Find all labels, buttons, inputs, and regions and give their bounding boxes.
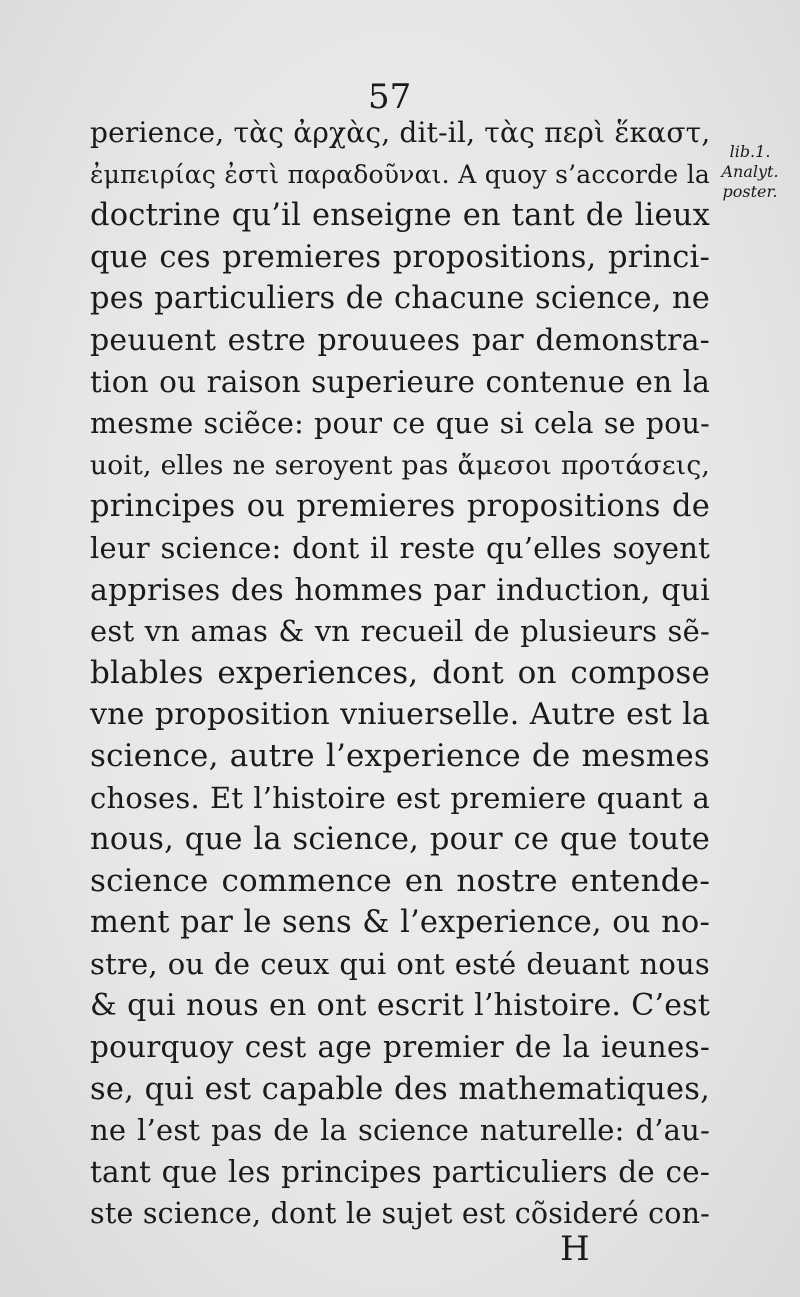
text-line: pourquoy cest age premier de la ieunes- [90,1030,710,1065]
text-line: mesme sciẽce: pour ce que si cela se pou- [90,407,710,441]
text-line: ne l’est pas de la science naturelle: d’au- [90,1113,710,1148]
text-line: perience, τὰς ἀρχὰς, dit-il, τὰς περὶ ἕκαστ, [90,116,711,149]
text-line: que ces premieres propositions, princi- [90,239,710,275]
body-text [90,112,710,1235]
text-line: ment par le sens & l’experience, ou no- [90,905,710,941]
text-line: uoit, elles ne seroyent pas ἄμεσοι προτάσεις, [90,449,710,481]
text-line: blables experiences, dont on compose [90,654,710,691]
text-line: stre, ou de ceux qui ont esté deuant nous [90,946,710,981]
text-line: se, qui est capable des mathematiques, [90,1071,710,1107]
signature-mark: H [560,1229,590,1269]
text-line: apprises des hommes par induction, qui [90,572,710,608]
margin-note-line: Analyt. [721,162,779,181]
text-line: leur science: dont il reste qu’elles soyent [90,530,710,565]
text-line: ἐμπειρίας ἐστὶ παραδοῦναι. A quoy s’accorde la [90,159,710,189]
page-number: 57 [368,77,412,117]
text-line: choses. Et l’histoire est premiere quant a [90,780,710,815]
text-line: science, autre l’experience de mesmes [90,737,710,774]
text-line: tant que les principes particuliers de ce- [90,1154,710,1189]
text-line: science commence en nostre entende- [90,862,710,899]
text-line: principes ou premieres propositions de [90,489,710,525]
text-line: doctrine qu’il enseigne en tant de lieux [90,198,710,234]
text-line: nous, que la science, pour ce que toute [90,822,710,858]
text-line: tion ou raison superieure contenue en la [90,364,710,399]
margin-note [704,142,796,202]
text-line: pes particuliers de chacune science, ne [90,281,710,317]
text-line: peuuent estre prouuees par demonstra- [90,322,710,358]
margin-note-line: lib.1. [729,142,771,161]
text-line: est vn amas & vn recueil de plusieurs sẽ- [90,614,710,649]
margin-note-line: poster. [722,182,778,201]
text-line: vne proposition vniuerselle. Autre est la [90,697,710,733]
text-line: & qui nous en ont escrit l’histoire. C’est [90,988,710,1024]
text-line: ste science, dont le sujet est cõsideré con- [90,1197,710,1231]
